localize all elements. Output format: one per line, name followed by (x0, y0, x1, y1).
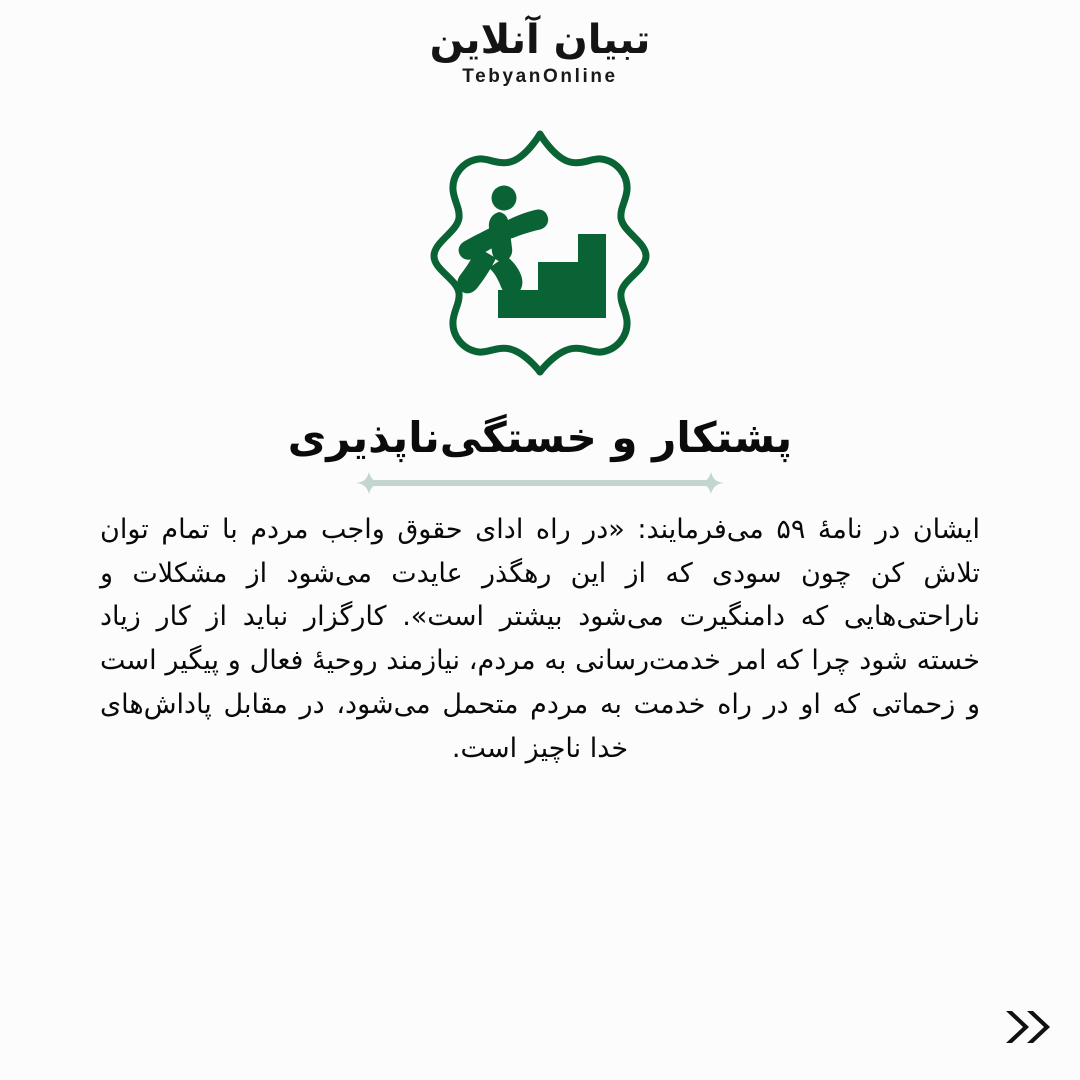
page-title: پشتکار و خستگی‌ناپذیری (287, 413, 793, 462)
page-title-container (0, 412, 1080, 465)
divider-bar (369, 480, 711, 486)
climbing-person-figure (457, 186, 548, 296)
content-paragraph: ایشان در نامهٔ ۵۹ می‌فرمایند: «در راه ادای حقوق واجب مردم با تمام توان تلاش کن چون سودی که از این رهگذر عایدت می‌شود از مشکلات و ناراحتی‌هایی که دامنگیرت می‌شود بیشتر است». کارگزار نباید از کار زیاد خسته شود چرا که امر خدمت‌رسانی به مردم، نیازمند روحیهٔ فعال و پیگیر است و زحماتی که او در راه خدمت به مردم متحمل می‌شود، در مقابل پاداش‌های خدا ناچیز است. (100, 514, 980, 764)
content-container (100, 508, 980, 770)
double-chevron-right-icon[interactable] (1002, 1005, 1054, 1049)
next-slide-button[interactable] (1002, 1005, 1054, 1054)
quatrefoil-ornamental-frame (420, 128, 660, 378)
decorative-divider (0, 472, 1080, 494)
brand-latin-name: TebyanOnline (462, 65, 618, 87)
emblem-container (0, 128, 1080, 378)
brand-script-name: تبیان آنلاین (429, 17, 651, 63)
divider-graphic (340, 472, 740, 494)
brand-logo (0, 18, 1080, 88)
